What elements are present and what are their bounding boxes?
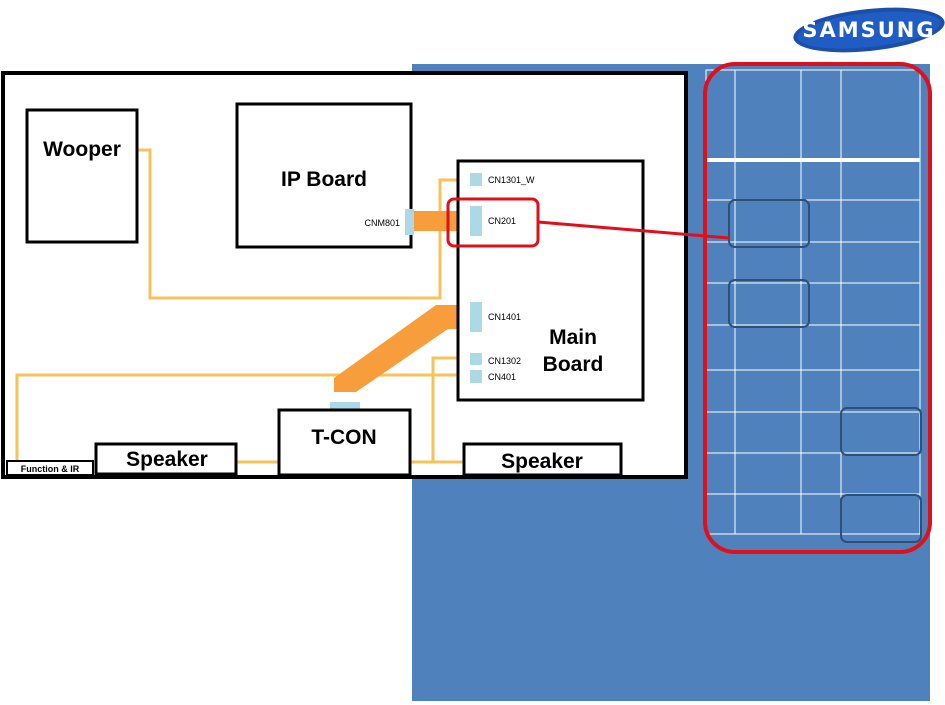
- function-ir-label: Function & IR: [20, 464, 80, 474]
- cn1401-label: CN1401: [488, 312, 522, 322]
- cn201-connector: [470, 206, 482, 236]
- cn401-label: CN401: [488, 372, 517, 382]
- samsung-logo-text: SAMSUNG: [802, 18, 936, 42]
- cn401-connector: [470, 370, 482, 383]
- tcon-label: T-CON: [311, 426, 377, 449]
- main-board-label-line2: Board: [542, 353, 604, 376]
- speaker-right-label: Speaker: [501, 450, 583, 473]
- cn201-label: CN201: [488, 216, 517, 226]
- cnm801-connector: [405, 209, 414, 235]
- cnm801-label: CNM801: [364, 218, 400, 228]
- cn1302-connector: [470, 353, 482, 365]
- ip-board-label: IP Board: [281, 168, 367, 191]
- cn1301w-label: CN1301_W: [488, 175, 535, 185]
- wooper-label: Wooper: [43, 138, 121, 161]
- main-board-label-line1: Main: [549, 326, 597, 349]
- cn1302-label: CN1302: [488, 356, 522, 366]
- cn1401-connector: [470, 302, 482, 332]
- speaker-left-label: Speaker: [126, 448, 208, 471]
- cn1301w-connector: [470, 173, 482, 186]
- samsung-logo: [791, 1, 945, 59]
- wooper-box: [27, 110, 137, 242]
